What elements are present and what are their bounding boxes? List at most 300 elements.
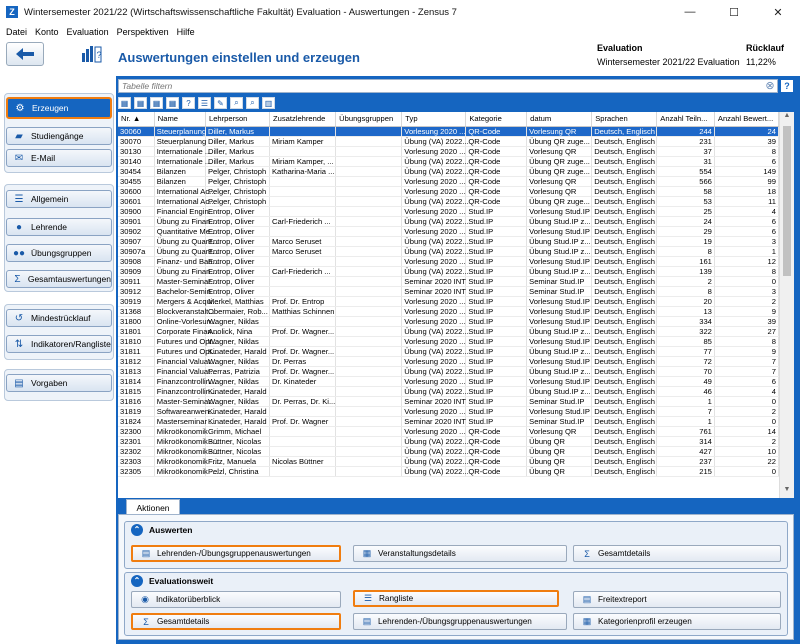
table-cell: 72 xyxy=(657,356,715,366)
table-cell: Seminar Stud.IP xyxy=(527,286,592,296)
table-row[interactable] xyxy=(118,236,779,246)
table-cell xyxy=(336,176,402,186)
table-cell: 139 xyxy=(657,266,715,276)
group-auswerten xyxy=(124,521,788,569)
table-cell: 0 xyxy=(714,416,778,426)
column-header[interactable]: Anzahl Teiln... xyxy=(657,112,715,126)
sidebar-item-lehrende[interactable] xyxy=(6,218,112,236)
sidebar-item-email[interactable] xyxy=(6,149,112,167)
table-cell: Entrop, Oliver xyxy=(205,236,269,246)
table-row[interactable] xyxy=(118,426,779,436)
sum-icon: Σ xyxy=(143,616,149,627)
table-cell: Deutsch, Englisch xyxy=(592,216,657,226)
table-cell: Stud.IP xyxy=(466,286,527,296)
table-cell: Seminar Stud.IP xyxy=(527,416,592,426)
freitextreport-button[interactable] xyxy=(573,591,781,608)
window-title: Wintersemester 2021/22 (Wirtschaftswissenschaftliche Fakultät) Evaluation - Auswertungen - Zensus 7 xyxy=(24,6,457,18)
table-cell: 25 xyxy=(657,206,715,216)
sidebar-item-label: Erzeugen xyxy=(32,103,69,113)
table-cell: 7 xyxy=(714,356,778,366)
table-cell: Steuerplanung xyxy=(154,126,205,136)
table-row[interactable] xyxy=(118,336,779,346)
table-cell: Prof. Dr. Wagner... xyxy=(269,326,335,336)
table-cell: 334 xyxy=(657,316,715,326)
table-cell: Seminar 2020 INT xyxy=(402,396,466,406)
table-cell xyxy=(269,176,335,186)
menu-datei[interactable]: Datei xyxy=(6,27,28,37)
table-cell: 7 xyxy=(657,406,715,416)
maximize-button[interactable]: ☐ xyxy=(729,6,739,19)
table-cell: 32301 xyxy=(118,436,154,446)
table-cell xyxy=(336,326,402,336)
table-cell: Stud.IP xyxy=(466,346,527,356)
table-cell: Blockveranstalt... xyxy=(154,306,205,316)
table-cell: 314 xyxy=(657,436,715,446)
table-cell: 761 xyxy=(657,426,715,436)
svg-text:?: ? xyxy=(96,50,102,60)
table-cell: Deutsch, Englisch xyxy=(592,206,657,216)
table-row[interactable] xyxy=(118,396,779,406)
table-row[interactable] xyxy=(118,156,779,166)
table-cell: Corporate Finan... xyxy=(154,326,205,336)
column-header[interactable]: datum xyxy=(527,112,592,126)
table-cell: Stud.IP xyxy=(466,326,527,336)
table-cell: 30902 xyxy=(118,226,154,236)
menu-hilfe[interactable]: Hilfe xyxy=(176,27,195,37)
table-cell: Deutsch, Englisch xyxy=(592,226,657,236)
table-cell xyxy=(336,196,402,206)
table-cell: QR-Code xyxy=(466,426,527,436)
table-cell: 39 xyxy=(714,136,778,146)
table-cell: QR-Code xyxy=(466,156,527,166)
table-cell: Deutsch, Englisch xyxy=(592,176,657,186)
table-cell: Übung (VA) 2022... xyxy=(402,386,466,396)
table-cell: Matthias Schinnen xyxy=(269,306,335,316)
table-cell: Prof. Dr. Entrop xyxy=(269,296,335,306)
table-row[interactable] xyxy=(118,406,779,416)
column-header[interactable]: Kategorie xyxy=(466,112,527,126)
rangliste-button[interactable] xyxy=(353,590,559,607)
table-cell: Übung Stud.IP z... xyxy=(527,346,592,356)
table-cell: 46 xyxy=(657,386,715,396)
table-row[interactable] xyxy=(118,176,779,186)
table-cell xyxy=(269,146,335,156)
table-cell: Übung Stud.IP z... xyxy=(527,216,592,226)
column-header[interactable]: Lehrperson xyxy=(205,112,269,126)
table-cell: 30601 xyxy=(118,196,154,206)
table-row[interactable] xyxy=(118,356,779,366)
table-cell: Vorlesung 2020 ... xyxy=(402,406,466,416)
table-cell: 4 xyxy=(714,386,778,396)
list-icon: ☰ xyxy=(14,193,24,205)
table-cell: Vorlesung 2020 ... xyxy=(402,336,466,346)
table-cell xyxy=(269,316,335,326)
table-cell: QR-Code xyxy=(466,466,527,476)
table-cell: Stud.IP xyxy=(466,396,527,406)
menu-evaluation[interactable]: Evaluation xyxy=(66,27,109,37)
table-row[interactable] xyxy=(118,206,779,216)
table-cell: 322 xyxy=(657,326,715,336)
table-cell: 30454 xyxy=(118,166,154,176)
table-cell: Stud.IP xyxy=(466,266,527,276)
menu-bar xyxy=(0,24,800,40)
collapse-icon[interactable]: ⌃ xyxy=(131,524,143,536)
table-cell: 24 xyxy=(714,126,778,136)
table-cell: Dr. Perras xyxy=(269,356,335,366)
table-cell: 244 xyxy=(657,126,715,136)
table-cell xyxy=(336,356,402,366)
collapse-icon[interactable]: ⌃ xyxy=(131,575,143,587)
table-row[interactable] xyxy=(118,266,779,276)
table-cell: Übung QR zuge... xyxy=(527,156,592,166)
table-row[interactable] xyxy=(118,456,779,466)
menu-perspektiven[interactable]: Perspektiven xyxy=(116,27,169,37)
gesamtdetails-button[interactable] xyxy=(573,545,781,562)
table-row[interactable] xyxy=(118,366,779,376)
table-cell: Vorlesung Stud.IP xyxy=(527,376,592,386)
table-cell xyxy=(336,366,402,376)
table-cell: Deutsch, Englisch xyxy=(592,396,657,406)
table-cell: Deutsch, Englisch xyxy=(592,316,657,326)
table-cell: Pelger, Christoph xyxy=(205,176,269,186)
table-cell xyxy=(336,206,402,216)
table-cell: 31812 xyxy=(118,356,154,366)
table-cell: Vorlesung QR xyxy=(527,126,592,136)
ruecklauf-value: 11,22% xyxy=(746,57,776,67)
toolbar-columns-icon[interactable]: ▥ xyxy=(262,97,275,109)
menu-konto[interactable]: Konto xyxy=(35,27,59,37)
table-cell: 20 xyxy=(657,296,715,306)
table-row[interactable] xyxy=(118,276,779,286)
table-cell: 231 xyxy=(657,136,715,146)
table-row[interactable] xyxy=(118,306,779,316)
table-cell: Übung (VA) 2022... xyxy=(402,446,466,456)
table-cell xyxy=(269,256,335,266)
table-cell: Master-Seminar... xyxy=(154,276,205,286)
table-cell: 31814 xyxy=(118,376,154,386)
table-cell: Vorlesung Stud.IP xyxy=(527,336,592,346)
table-cell: 7 xyxy=(714,366,778,376)
table-cell: Entrop, Oliver xyxy=(205,256,269,266)
table-cell: Bilanzen xyxy=(154,176,205,186)
toolbar-zoom-icon[interactable]: ⌕ xyxy=(246,97,259,109)
sidebar-item-label: Lehrende xyxy=(31,222,67,232)
table-cell: Seminar 2020 INT xyxy=(402,286,466,296)
indikatorueberblick-button[interactable] xyxy=(131,591,341,608)
table-cell: Vorlesung 2020 ... xyxy=(402,256,466,266)
clear-filter-button[interactable]: ⊗ xyxy=(765,80,775,92)
report-chart-icon xyxy=(80,44,102,64)
table-row[interactable] xyxy=(118,136,779,146)
table-row[interactable] xyxy=(118,196,779,206)
sidebar-item-vorgaben[interactable] xyxy=(6,374,112,392)
report-settings-button[interactable] xyxy=(78,42,104,66)
table-cell xyxy=(269,206,335,216)
table-cell: Deutsch, Englisch xyxy=(592,336,657,346)
table-cell: Deutsch, Englisch xyxy=(592,126,657,136)
table-row[interactable] xyxy=(118,446,779,456)
gear-icon: ⚙ xyxy=(15,102,25,114)
table-cell: 237 xyxy=(657,456,715,466)
actions-panel xyxy=(118,514,794,640)
toolbar-list-icon[interactable]: ☰ xyxy=(198,97,211,109)
table-cell: Übung zu Quant... xyxy=(154,246,205,256)
lehrenden-auswertungen-evaluationsweit-button[interactable] xyxy=(353,613,567,630)
table-cell xyxy=(336,156,402,166)
table-cell: 8 xyxy=(657,246,715,256)
table-cell: 0 xyxy=(714,396,778,406)
table-row[interactable] xyxy=(118,126,779,136)
toolbar-grid-icon[interactable]: ▦ xyxy=(166,97,179,109)
table-cell: 58 xyxy=(657,186,715,196)
table-cell: Übung (VA) 2022... xyxy=(402,196,466,206)
column-header[interactable]: Typ xyxy=(402,112,466,126)
table-cell xyxy=(336,166,402,176)
sum-icon: Σ xyxy=(584,548,590,559)
table-cell: International Ac... xyxy=(154,196,205,206)
table-cell: Master-Seminar... xyxy=(154,396,205,406)
group-evaluationsweit xyxy=(124,572,788,636)
toolbar-help-icon[interactable]: ? xyxy=(182,97,195,109)
table-cell: Finanz- und Ban... xyxy=(154,256,205,266)
close-button[interactable]: ✕ xyxy=(773,6,783,19)
column-header[interactable]: Zusatzlehrende xyxy=(269,112,335,126)
table-cell xyxy=(336,396,402,406)
table-cell: Deutsch, Englisch xyxy=(592,456,657,466)
table-cell: Stud.IP xyxy=(466,246,527,256)
table-cell: 31813 xyxy=(118,366,154,376)
table-cell: Vorlesung 2020 ... xyxy=(402,126,466,136)
person-icon: ● xyxy=(15,221,23,233)
lehrenden-auswertungen-button[interactable] xyxy=(131,545,341,562)
table-cell xyxy=(336,226,402,236)
table-cell xyxy=(336,236,402,246)
table-cell: 427 xyxy=(657,446,715,456)
toolbar-select-none-icon[interactable]: ▦ xyxy=(134,97,147,109)
table-cell xyxy=(336,306,402,316)
table-cell: Miriam Kamper xyxy=(269,136,335,146)
toolbar-search-icon[interactable]: ⌕ xyxy=(230,97,243,109)
table-row[interactable] xyxy=(118,466,779,476)
table-cell: 70 xyxy=(657,366,715,376)
table-cell: Übung (VA) 2022... xyxy=(402,216,466,226)
table-cell: Seminar Stud.IP xyxy=(527,396,592,406)
table-cell: Vorlesung 2020 ... xyxy=(402,206,466,216)
toolbar-invert-icon[interactable]: ▦ xyxy=(150,97,163,109)
table-cell: Mikroökonomik -... xyxy=(154,446,205,456)
table-cell: 215 xyxy=(657,466,715,476)
toolbar-edit-icon[interactable]: ✎ xyxy=(214,97,227,109)
table-cell: Deutsch, Englisch xyxy=(592,376,657,386)
table-cell: Wagner, Niklas xyxy=(205,376,269,386)
table-cell: Prof. Dr. Wagner xyxy=(269,416,335,426)
group-icon: ●● xyxy=(12,247,26,259)
table-cell: Vorlesung Stud.IP xyxy=(527,406,592,416)
table-cell xyxy=(269,446,335,456)
table-cell: Deutsch, Englisch xyxy=(592,466,657,476)
table-cell: 6 xyxy=(714,376,778,386)
button-label: Lehrenden-/Übungsgruppenauswertungen xyxy=(378,617,532,626)
table-cell xyxy=(336,406,402,416)
table-cell: Entrop, Oliver xyxy=(205,286,269,296)
table-cell: Entrop, Oliver xyxy=(205,226,269,236)
button-label: Indikatorüberblick xyxy=(156,595,221,604)
table-cell: 53 xyxy=(657,196,715,206)
table-cell: Übung (VA) 2022... xyxy=(402,456,466,466)
table-cell: 8 xyxy=(657,286,715,296)
page-title: Auswertungen einstellen und erzeugen xyxy=(118,50,360,65)
table-cell: 8 xyxy=(714,146,778,156)
table-cell: 31800 xyxy=(118,316,154,326)
gesamtdetails-evaluationsweit-button[interactable] xyxy=(131,613,341,630)
sidebar-item-mindestruecklauf[interactable] xyxy=(6,309,112,327)
table-cell xyxy=(269,126,335,136)
table-row[interactable] xyxy=(118,256,779,266)
sidebar-item-erzeugen[interactable] xyxy=(6,97,112,119)
indicator-icon: ◉ xyxy=(141,594,149,604)
table-cell: QR-Code xyxy=(466,436,527,446)
sidebar-item-gesamtauswertungen[interactable] xyxy=(6,270,112,288)
table-cell: QR-Code xyxy=(466,456,527,466)
table-cell: 9 xyxy=(714,346,778,356)
table-cell: Obermaier, Rob... xyxy=(205,306,269,316)
help-button[interactable]: ? xyxy=(780,79,794,93)
column-header[interactable]: Name xyxy=(154,112,205,126)
table-cell: Internationale ... xyxy=(154,156,205,166)
table-row[interactable] xyxy=(118,346,779,356)
table-cell: Übung QR xyxy=(527,456,592,466)
table-cell xyxy=(336,386,402,396)
table-cell: 8 xyxy=(714,266,778,276)
table-cell: Merkel, Matthias xyxy=(205,296,269,306)
column-header[interactable]: Sprachen xyxy=(592,112,657,126)
table-cell: Kinateder, Harald xyxy=(205,406,269,416)
table-cell: Vorlesung 2020 ... xyxy=(402,296,466,306)
table-row[interactable] xyxy=(118,246,779,256)
table-cell: 30908 xyxy=(118,256,154,266)
table-cell xyxy=(269,226,335,236)
table-cell: 31801 xyxy=(118,326,154,336)
table-cell: Stud.IP xyxy=(466,336,527,346)
table-row[interactable] xyxy=(118,436,779,446)
sidebar-item-indikatoren-rangliste[interactable] xyxy=(6,335,112,353)
table-cell: Wagner, Niklas xyxy=(205,356,269,366)
table-row[interactable] xyxy=(118,416,779,426)
sidebar-item-label: Übungsgruppen xyxy=(31,248,92,258)
table-cell: 30060 xyxy=(118,126,154,136)
table-cell: Vorlesung 2020 ... xyxy=(402,426,466,436)
table-cell: Bilanzen xyxy=(154,166,205,176)
table-scrollbar[interactable] xyxy=(779,112,794,498)
table-row[interactable] xyxy=(118,186,779,196)
table-cell: Entrop, Oliver xyxy=(205,206,269,216)
table-cell: Übung Stud.IP z... xyxy=(527,236,592,246)
sidebar-item-uebungsgruppen[interactable] xyxy=(6,244,112,262)
table-row[interactable] xyxy=(118,226,779,236)
table-cell: Übung zu Finan... xyxy=(154,266,205,276)
table-cell: Vorlesung Stud.IP xyxy=(527,206,592,216)
table-cell: 30130 xyxy=(118,146,154,156)
table-cell: 22 xyxy=(714,456,778,466)
table-cell xyxy=(269,406,335,416)
table-row[interactable] xyxy=(118,386,779,396)
table-row[interactable] xyxy=(118,296,779,306)
sidebar-item-label: Gesamtauswertungen xyxy=(27,274,111,284)
table-cell: Entrop, Oliver xyxy=(205,246,269,256)
table-cell: Entrop, Oliver xyxy=(205,216,269,226)
sidebar-item-label: Vorgaben xyxy=(31,378,68,388)
table-row[interactable] xyxy=(118,146,779,156)
table-cell: Steuerplanung xyxy=(154,136,205,146)
table-cell xyxy=(336,336,402,346)
table-cell xyxy=(269,336,335,346)
table-cell: Übung QR zuge... xyxy=(527,136,592,146)
table-cell xyxy=(336,426,402,436)
table-row[interactable] xyxy=(118,216,779,226)
table-cell: 39 xyxy=(714,316,778,326)
table-row[interactable] xyxy=(118,286,779,296)
sidebar-item-allgemein[interactable] xyxy=(6,190,112,208)
table-cell: 32302 xyxy=(118,446,154,456)
scrollbar-thumb[interactable] xyxy=(783,126,791,276)
table-cell: Dr. Kinateder xyxy=(269,376,335,386)
table-row[interactable] xyxy=(118,316,779,326)
table-cell: Financial Engin... xyxy=(154,206,205,216)
button-label: Veranstaltungsdetails xyxy=(378,549,456,558)
table-cell: Stud.IP xyxy=(466,366,527,376)
table-cell: 2 xyxy=(657,276,715,286)
veranstaltungsdetails-button[interactable] xyxy=(353,545,567,562)
table-row[interactable] xyxy=(118,376,779,386)
table-cell: Stud.IP xyxy=(466,306,527,316)
table-cell: Übung (VA) 2022... xyxy=(402,466,466,476)
table-cell: Vorlesung Stud.IP xyxy=(527,306,592,316)
scroll-down-icon[interactable]: ▼ xyxy=(783,486,791,493)
table-cell xyxy=(336,266,402,276)
table-cell: Nicolas Büttner xyxy=(269,456,335,466)
table-cell: Seminar 2020 INT xyxy=(402,416,466,426)
table-cell: QR-Code xyxy=(466,186,527,196)
table-cell: 85 xyxy=(657,336,715,346)
table-cell: Deutsch, Englisch xyxy=(592,426,657,436)
minimize-button[interactable]: — xyxy=(684,6,696,18)
table-cell: Dr. Perras, Dr. Ki... xyxy=(269,396,335,406)
table-cell xyxy=(269,276,335,286)
table-filter-input[interactable] xyxy=(122,81,742,91)
table-cell: QR-Code xyxy=(466,446,527,456)
column-header[interactable]: Anzahl Bewert... xyxy=(714,112,778,126)
sidebar-item-studiengaenge[interactable] xyxy=(6,127,112,145)
toolbar-select-all-icon[interactable]: ▦ xyxy=(118,97,131,109)
back-button[interactable] xyxy=(6,42,44,66)
button-label: Freitextreport xyxy=(598,595,647,604)
column-header[interactable]: Nr. ▲ xyxy=(118,112,154,126)
tab-aktionen[interactable]: Aktionen xyxy=(126,499,180,515)
table-cell: Übung QR zuge... xyxy=(527,166,592,176)
table-cell: Deutsch, Englisch xyxy=(592,326,657,336)
table-cell: Übung (VA) 2022... xyxy=(402,236,466,246)
table-row[interactable] xyxy=(118,166,779,176)
kategorienprofil-button[interactable] xyxy=(573,613,781,630)
evaluation-value: Wintersemester 2021/22 Evaluation xyxy=(597,57,740,67)
column-header[interactable]: Übungsgruppen xyxy=(336,112,402,126)
table-cell xyxy=(336,276,402,286)
scroll-up-icon[interactable]: ▲ xyxy=(783,112,791,119)
table-cell: Übung (VA) 2022... xyxy=(402,366,466,376)
table-cell: Stud.IP xyxy=(466,406,527,416)
table-cell xyxy=(336,296,402,306)
table-row[interactable] xyxy=(118,326,779,336)
